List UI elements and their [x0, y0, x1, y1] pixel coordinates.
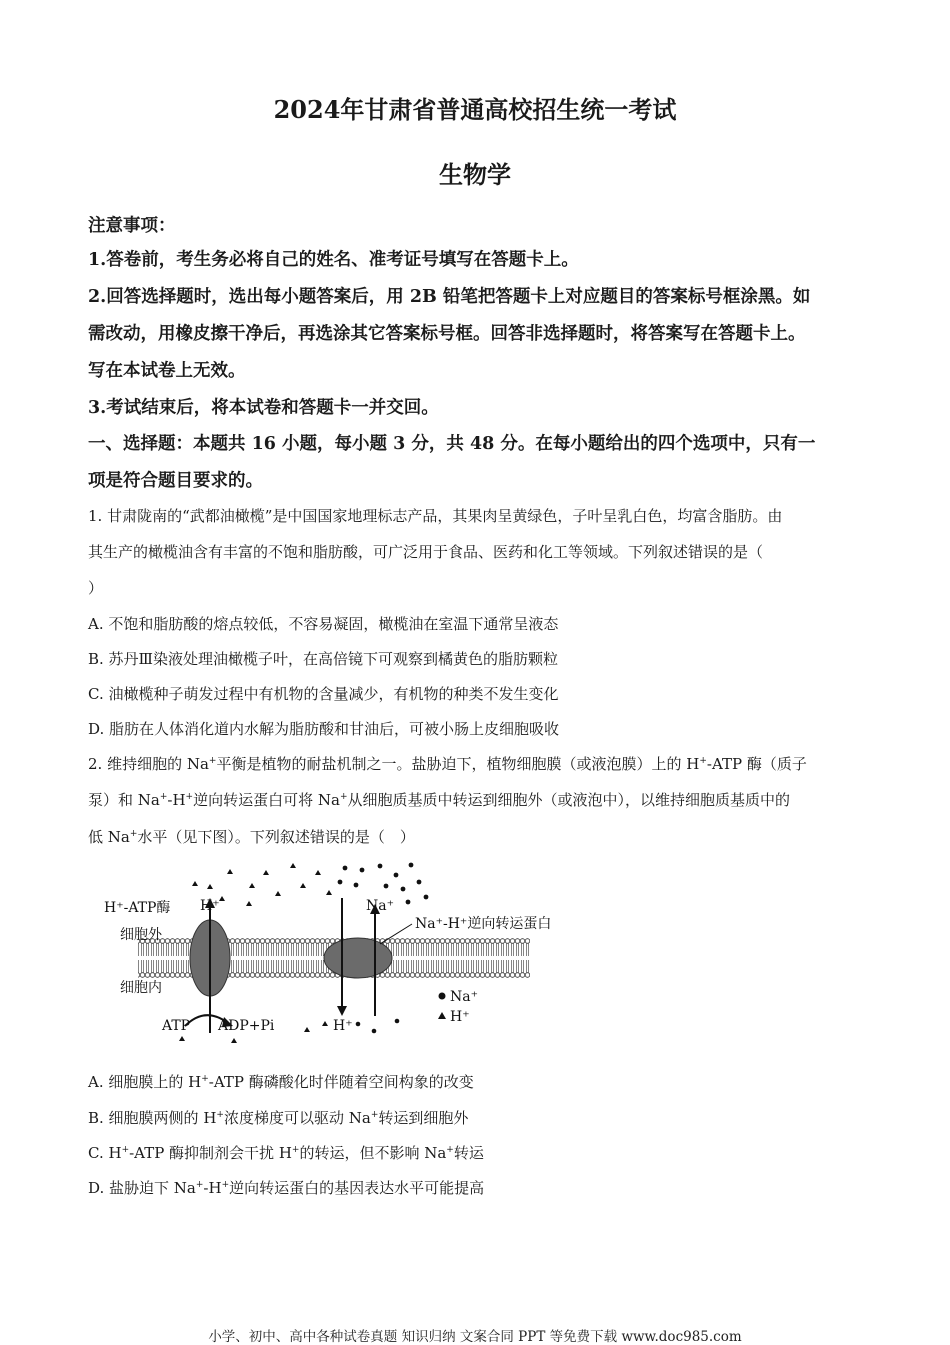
q2-stem-line-1: 2. 维持细胞的 Na+平衡是植物的耐盐机制之一。盐胁迫下，植物细胞膜（或液泡膜）上的 H+-ATP 酶（质子 — [88, 755, 807, 773]
subject-title: 生物学 — [439, 160, 511, 189]
notice-item-2-line-1: 2.回答选择题时，选出每小题答案后，用 2B 铅笔把答题卡上对应题目的答案标号框涂黑。如 — [88, 287, 811, 307]
notice-item-2-line-3: 写在本试卷上无效。 — [88, 361, 246, 381]
legend-h-label: H⁺ — [450, 1009, 470, 1025]
q1-stem-line-2: 其生产的橄榄油含有丰富的不饱和脂肪酸，可广泛用于食品、医药和化工等领域。下列叙述错误的是（ — [88, 543, 764, 561]
notice-item-3: 3.考试结束后，将本试卷和答题卡一并交回。 — [88, 398, 439, 418]
legend-h-marker — [438, 1012, 446, 1019]
ions-inside — [179, 1019, 399, 1043]
adp-label: ADP+Pi — [218, 1018, 275, 1034]
h-atpase-label: H⁺-ATP酶 — [104, 900, 171, 916]
section-heading-line-1: 一、选择题：本题共 16 小题，每小题 3 分，共 48 分。在每小题给出的四个选项中，只有一 — [88, 434, 816, 454]
q2-option-c: C. H+-ATP 酶抑制剂会干扰 H+的转运，但不影响 Na+转运 — [88, 1144, 484, 1162]
h-top-label: H⁺ — [200, 898, 220, 914]
section-heading-line-2: 项是符合题目要求的。 — [88, 471, 263, 491]
page-footer: 小学、初中、高中各种试卷真题 知识归纳 文案合同 PPT 等免费下载 www.doc985.com — [208, 1329, 742, 1345]
h-bottom-label: H⁺ — [333, 1018, 353, 1034]
atp-label: ATP — [162, 1018, 191, 1034]
q2-option-d: D. 盐胁迫下 Na+-H+逆向转运蛋白的基因表达水平可能提高 — [88, 1179, 485, 1197]
q1-stem-line-1: 1. 甘肃陇南的“武都油橄榄”是中国国家地理标志产品，其果肉呈黄绿色，子叶呈乳白色，均富含脂肪。由 — [88, 507, 783, 525]
antiporter-protein — [324, 938, 392, 978]
na-top-label: Na⁺ — [366, 898, 394, 914]
notice-item-1: 1.答卷前，考生务必将自己的姓名、准考证号填写在答题卡上。 — [88, 250, 579, 270]
outside-label: 细胞外 — [120, 927, 162, 943]
legend-na-marker — [439, 993, 446, 1000]
q1-stem-line-3: ） — [88, 579, 104, 597]
q2-option-b: B. 细胞膜两侧的 H+浓度梯度可以驱动 Na+转运到细胞外 — [88, 1109, 469, 1127]
q2-option-a: A. 细胞膜上的 H+-ATP 酶磷酸化时伴随着空间构象的改变 — [88, 1073, 474, 1091]
q1-option-d: D. 脂肪在人体消化道内水解为脂肪酸和甘油后，可被小肠上皮细胞吸收 — [88, 720, 560, 738]
legend-na-label: Na⁺ — [450, 989, 478, 1005]
exam-title: 2024年甘肃省普通高校招生统一考试 — [273, 95, 677, 124]
antiporter-label: Na⁺-H⁺逆向转运蛋白 — [415, 916, 552, 932]
q1-option-c: C. 油橄榄种子萌发过程中有机物的含量减少，有机物的种类不发生变化 — [88, 685, 559, 703]
q2-stem-line-3: 低 Na+水平（见下图）。下列叙述错误的是（ ） — [88, 828, 415, 846]
inside-label: 细胞内 — [120, 980, 162, 996]
q1-option-a: A. 不饱和脂肪酸的熔点较低，不容易凝固，橄榄油在室温下通常呈液态 — [88, 615, 559, 633]
notice-heading: 注意事项： — [88, 216, 176, 236]
q2-stem-line-2: 泵）和 Na+-H+逆向转运蛋白可将 Na+从细胞质基质中转运到细胞外（或液泡中），以维持细胞质基质中的 — [88, 791, 790, 809]
membrane-transport-diagram — [100, 858, 590, 1050]
q1-option-b: B. 苏丹Ⅲ染液处理油橄榄子叶，在高倍镜下可观察到橘黄色的脂肪颗粒 — [88, 650, 559, 668]
notice-item-2-line-2: 需改动，用橡皮擦干净后，再选涂其它答案标号框。回答非选择题时，将答案写在答题卡上。 — [88, 324, 806, 344]
